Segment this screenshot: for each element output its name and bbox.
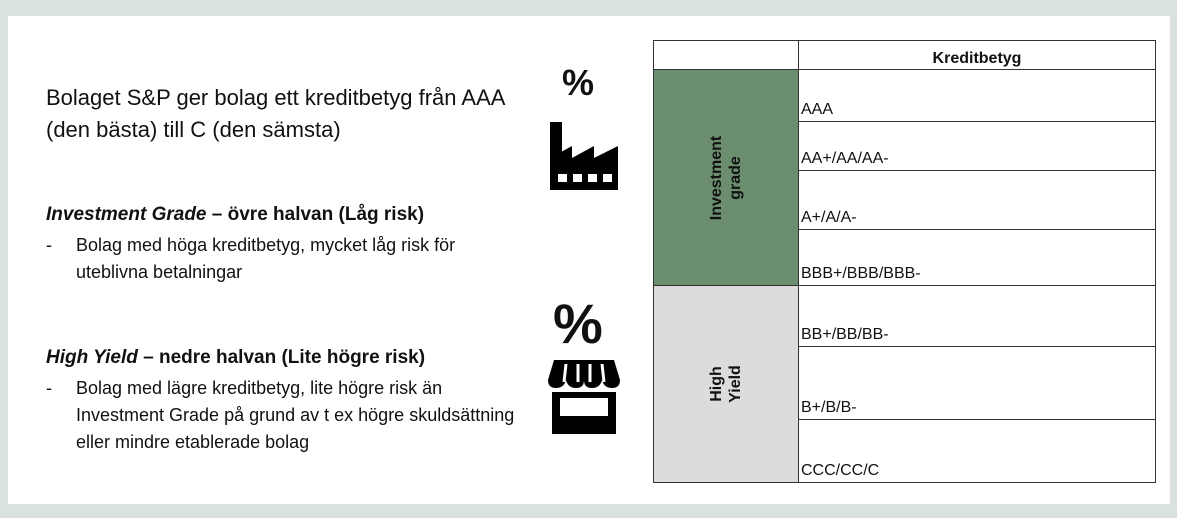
factory-icon — [548, 118, 620, 192]
bullet-dash: - — [46, 378, 52, 398]
table-corner-cell — [654, 41, 799, 70]
table-header-kreditbetyg: Kreditbetyg — [799, 41, 1156, 70]
percent-large-icon: % — [553, 292, 603, 355]
rating-row: BB+/BB/BB- — [799, 286, 1156, 347]
high-yield-heading — [46, 347, 425, 369]
high-yield-heading-italic: High Yield — [46, 347, 138, 368]
rating-row: AA+/AA/AA- — [799, 122, 1156, 171]
store-icon — [546, 358, 622, 436]
category-investment-grade — [654, 70, 799, 286]
credit-rating-table — [653, 40, 1156, 483]
intro-text: Bolaget S&P ger bolag ett kreditbetyg från AAA (den bästa) till C (den sämsta) — [46, 85, 505, 142]
investment-grade-heading — [46, 204, 424, 226]
category-high-yield — [654, 286, 799, 483]
category-high-yield-label: High Yield — [708, 365, 744, 403]
rating-row: CCC/CC/C — [799, 420, 1156, 483]
investment-grade-bullet — [46, 232, 516, 286]
high-yield-bullet-text: Bolag med lägre kreditbetyg, lite högre risk än Investment Grade på grund av t ex högre skuldsättning eller mindre etablerade bolag — [76, 378, 515, 452]
high-yield-heading-rest: – nedre halvan (Lite högre risk) — [137, 347, 426, 368]
investment-grade-heading-rest: – övre halvan (Låg risk) — [206, 204, 425, 225]
investment-grade-bullet-text: Bolag med höga kreditbetyg, mycket låg risk för uteblivna betalningar — [76, 235, 456, 282]
investment-grade-heading-italic: Investment Grade — [46, 204, 207, 225]
rating-row: AAA — [799, 70, 1156, 122]
high-yield-bullet — [46, 375, 516, 456]
percent-small-icon: % — [562, 62, 595, 103]
rating-row: B+/B/B- — [799, 347, 1156, 420]
rating-row: A+/A/A- — [799, 171, 1156, 230]
rating-row: BBB+/BBB/BBB- — [799, 230, 1156, 286]
category-investment-grade-label: Investment grade — [708, 135, 744, 220]
bullet-dash: - — [46, 235, 52, 255]
